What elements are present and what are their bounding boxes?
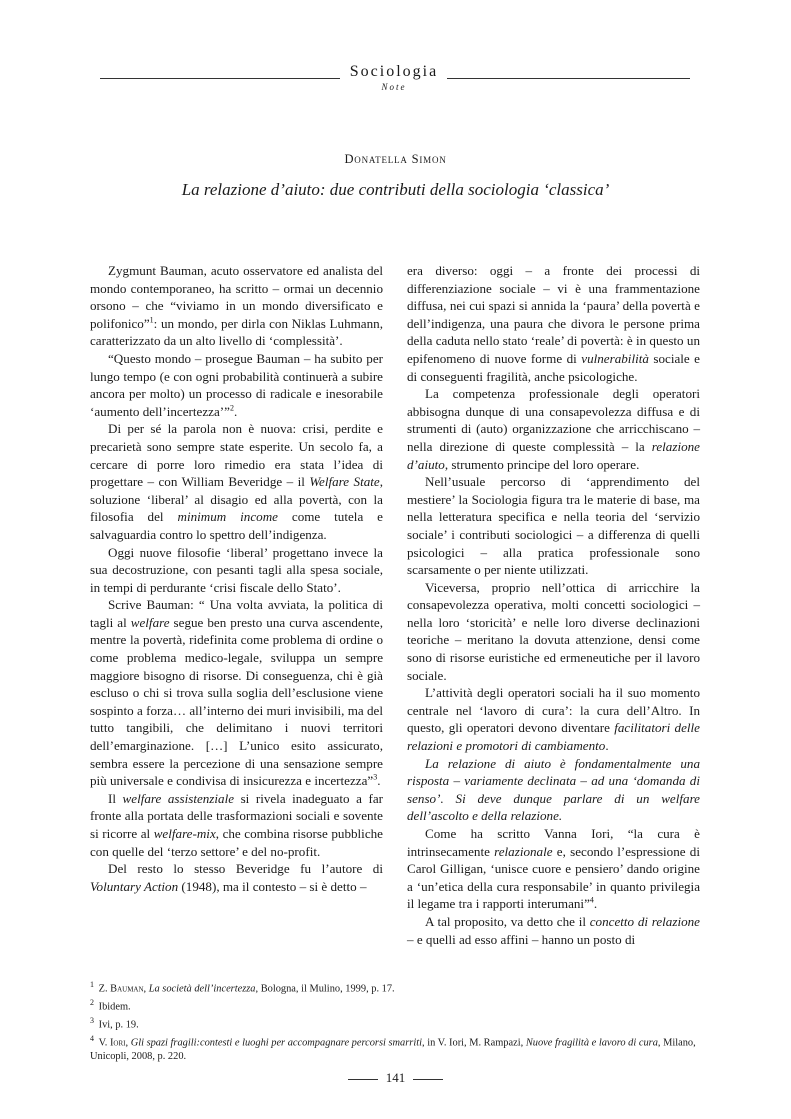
paragraph: era diverso: oggi – a fronte dei processi di differenziazione sociale – vi è una frammentazione diffusa, nei cui spazi si annida la ‘paura’ della povertà e dell’indigenza, una paura che divora le persone prima della caduta nello stato ‘reale’ di povertà: è in questo un epifenomeno di nuove forme di vulnerabilità sociale e di conseguenti fragilità, anche psicologiche. bbox=[407, 263, 700, 384]
article-title: La relazione d’aiuto: due contributi della sociologia ‘classica’ bbox=[181, 180, 610, 199]
footnote: $^2$ Ibidem. bbox=[90, 997, 131, 1013]
paragraph: Nell’usuale percorso di ‘apprendimento del mestiere’ la Sociologia figura tra le materie di base, ma nella letteratura specifica e nella teoria del ‘servizio sociale’ i contributi sociologici – a differenza di quelli psicologici – alla pratica professionale sono scarsamente o per niente utilizzati. bbox=[407, 474, 700, 578]
paragraph: Oggi nuove filosofie ‘liberal’ progettano invece la sua decostruzione, con pesanti tagli alla spesa sociale, in tempi di perdurante ‘crisi fiscale dello Stato’. bbox=[90, 544, 383, 595]
paragraph: Scrive Bauman: “ Una volta avviata, la politica di tagli al welfare segue ben presto una curva ascendente, mentre la povertà, ridefinita come problema di ordine o come problema medico-legale, sviluppa un sempre maggiore bisogno di risorse. Di conseguenza, chi è già escluso o chi si trova sulla soglia dell’esclusione viene sospinto a forza… all’interno dei muri invisibili, ma del tutto tangibili, che delimitano i nuovi territori dell’emarginazione. […] L’unico esito assicurato, sembra essere la percezione di una sensazione sempre più universale e condivisa di insicurezza e incertezza”$^3$. bbox=[90, 597, 383, 789]
paragraph: La competenza professionale degli operatori abbisogna dunque di una consapevolezza diffusa e di strumenti di (auto) organizzazione che arricchiscano – nella direzione di queste complessità – la relazione d’aiuto, strumento principe del loro operare. bbox=[407, 386, 700, 472]
footnote: $^3$ Ivi, p. 19. bbox=[90, 1015, 139, 1031]
header-rule-left bbox=[100, 78, 340, 79]
page-number-rule-left bbox=[348, 1079, 378, 1080]
paragraph: La relazione di aiuto è fondamentalmente una risposta – variamente declinata – ad una ‘domanda di senso’. Si deve dunque parlare di un welfare dell’ascolto e della relazione. bbox=[407, 755, 700, 824]
footnote: $^4$ V. Iori, Gli spazi fragili:contesti e luoghi per accompagnare percorsi smarriti, in V. Iori, M. Rampazi, Nuove fragilità e lavoro di cura, Milano, Unicopli, 2008, p. 220. bbox=[90, 1033, 696, 1062]
body-column-left bbox=[90, 262, 383, 895]
paragraph: A tal proposito, va detto che il concetto di relazione – e quelli ad esso affini – hanno un posto di bbox=[407, 913, 700, 947]
paragraph: Il welfare assistenziale si rivela inadeguato a far fronte alla portata delle trasformazioni sociali e sovente si ricorre al welfare-mix, che combina risorse pubbliche con quelle del ‘terzo settore’ e del no-profit. bbox=[90, 790, 383, 859]
paragraph: Zygmunt Bauman, acuto osservatore ed analista del mondo contemporaneo, ha scritto – ormai un decennio orsono – che “viviamo in un mondo diversificato e polifonico”$^1$: un mondo, per dirla con Niklas Luhmann, caratterizzato da un alto livello di ‘complessità’. bbox=[90, 263, 383, 349]
footnote: $^1$ Z. Bauman, La società dell’incertezza, Bologna, il Mulino, 1999, p. 17. bbox=[90, 980, 395, 995]
section-name: Note bbox=[381, 82, 407, 92]
page-number-rule-right bbox=[413, 1079, 443, 1080]
paragraph: Viceversa, proprio nell’ottica di arricchire la consapevolezza operativa, molti concetti sociologici – nella loro ‘storicità’ e nelle loro diverse declinazioni teoriche – meritano la dovuta attenzione, densi come sono di risorse euristiche ed ermeneutiche per il lavoro sociale. bbox=[407, 579, 700, 683]
header-rule-right bbox=[447, 78, 690, 79]
footnotes bbox=[90, 978, 700, 1063]
journal-name: Sociologia bbox=[349, 63, 439, 80]
page-number: 141 bbox=[385, 1070, 406, 1085]
page-number-footer bbox=[0, 1070, 791, 1086]
paragraph: Di per sé la parola non è nuova: crisi, perdite e precarietà sono sempre state esperite. Un secolo fa, a cercare di porre loro rimedio era stata l’idea di progettare – con William Beveridge – il Welfare State, soluzione ‘liberal’ al disagio ed alla povertà, con la filosofia del minimum income come tutela e salvaguardia contro lo spettro dell’indigenza. bbox=[90, 421, 383, 542]
paragraph: Come ha scritto Vanna Iori, “la cura è intrinsecamente relazionale e, secondo l’espressione di Carol Gilligan, ‘unisce cuore e pensiero’ dando origine a ‘un’etica della cura responsabile’ in quanto privilegia il legame tra i rapporti interumani”$^4$. bbox=[407, 826, 700, 912]
article-author: Donatella Simon bbox=[344, 152, 447, 166]
paragraph: Del resto lo stesso Beveridge fu l’autore di Voluntary Action (1948), ma il contesto – si è detto – bbox=[90, 861, 383, 894]
paragraph: L’attività degli operatori sociali ha il suo momento centrale nel ‘lavoro di cura’: la cura dell’Altro. In questo, gli operatori devono diventare facilitatori delle relazioni e promotori di cambiamento. bbox=[407, 685, 700, 754]
body-column-right bbox=[407, 262, 700, 948]
paragraph: “Questo mondo – prosegue Bauman – ha subito per lungo tempo (e con ogni probabilità continuerà a subire ancora per molto) un processo di radicale e inesorabile ‘aumento dell’incertezza’”$^2$. bbox=[90, 350, 383, 419]
